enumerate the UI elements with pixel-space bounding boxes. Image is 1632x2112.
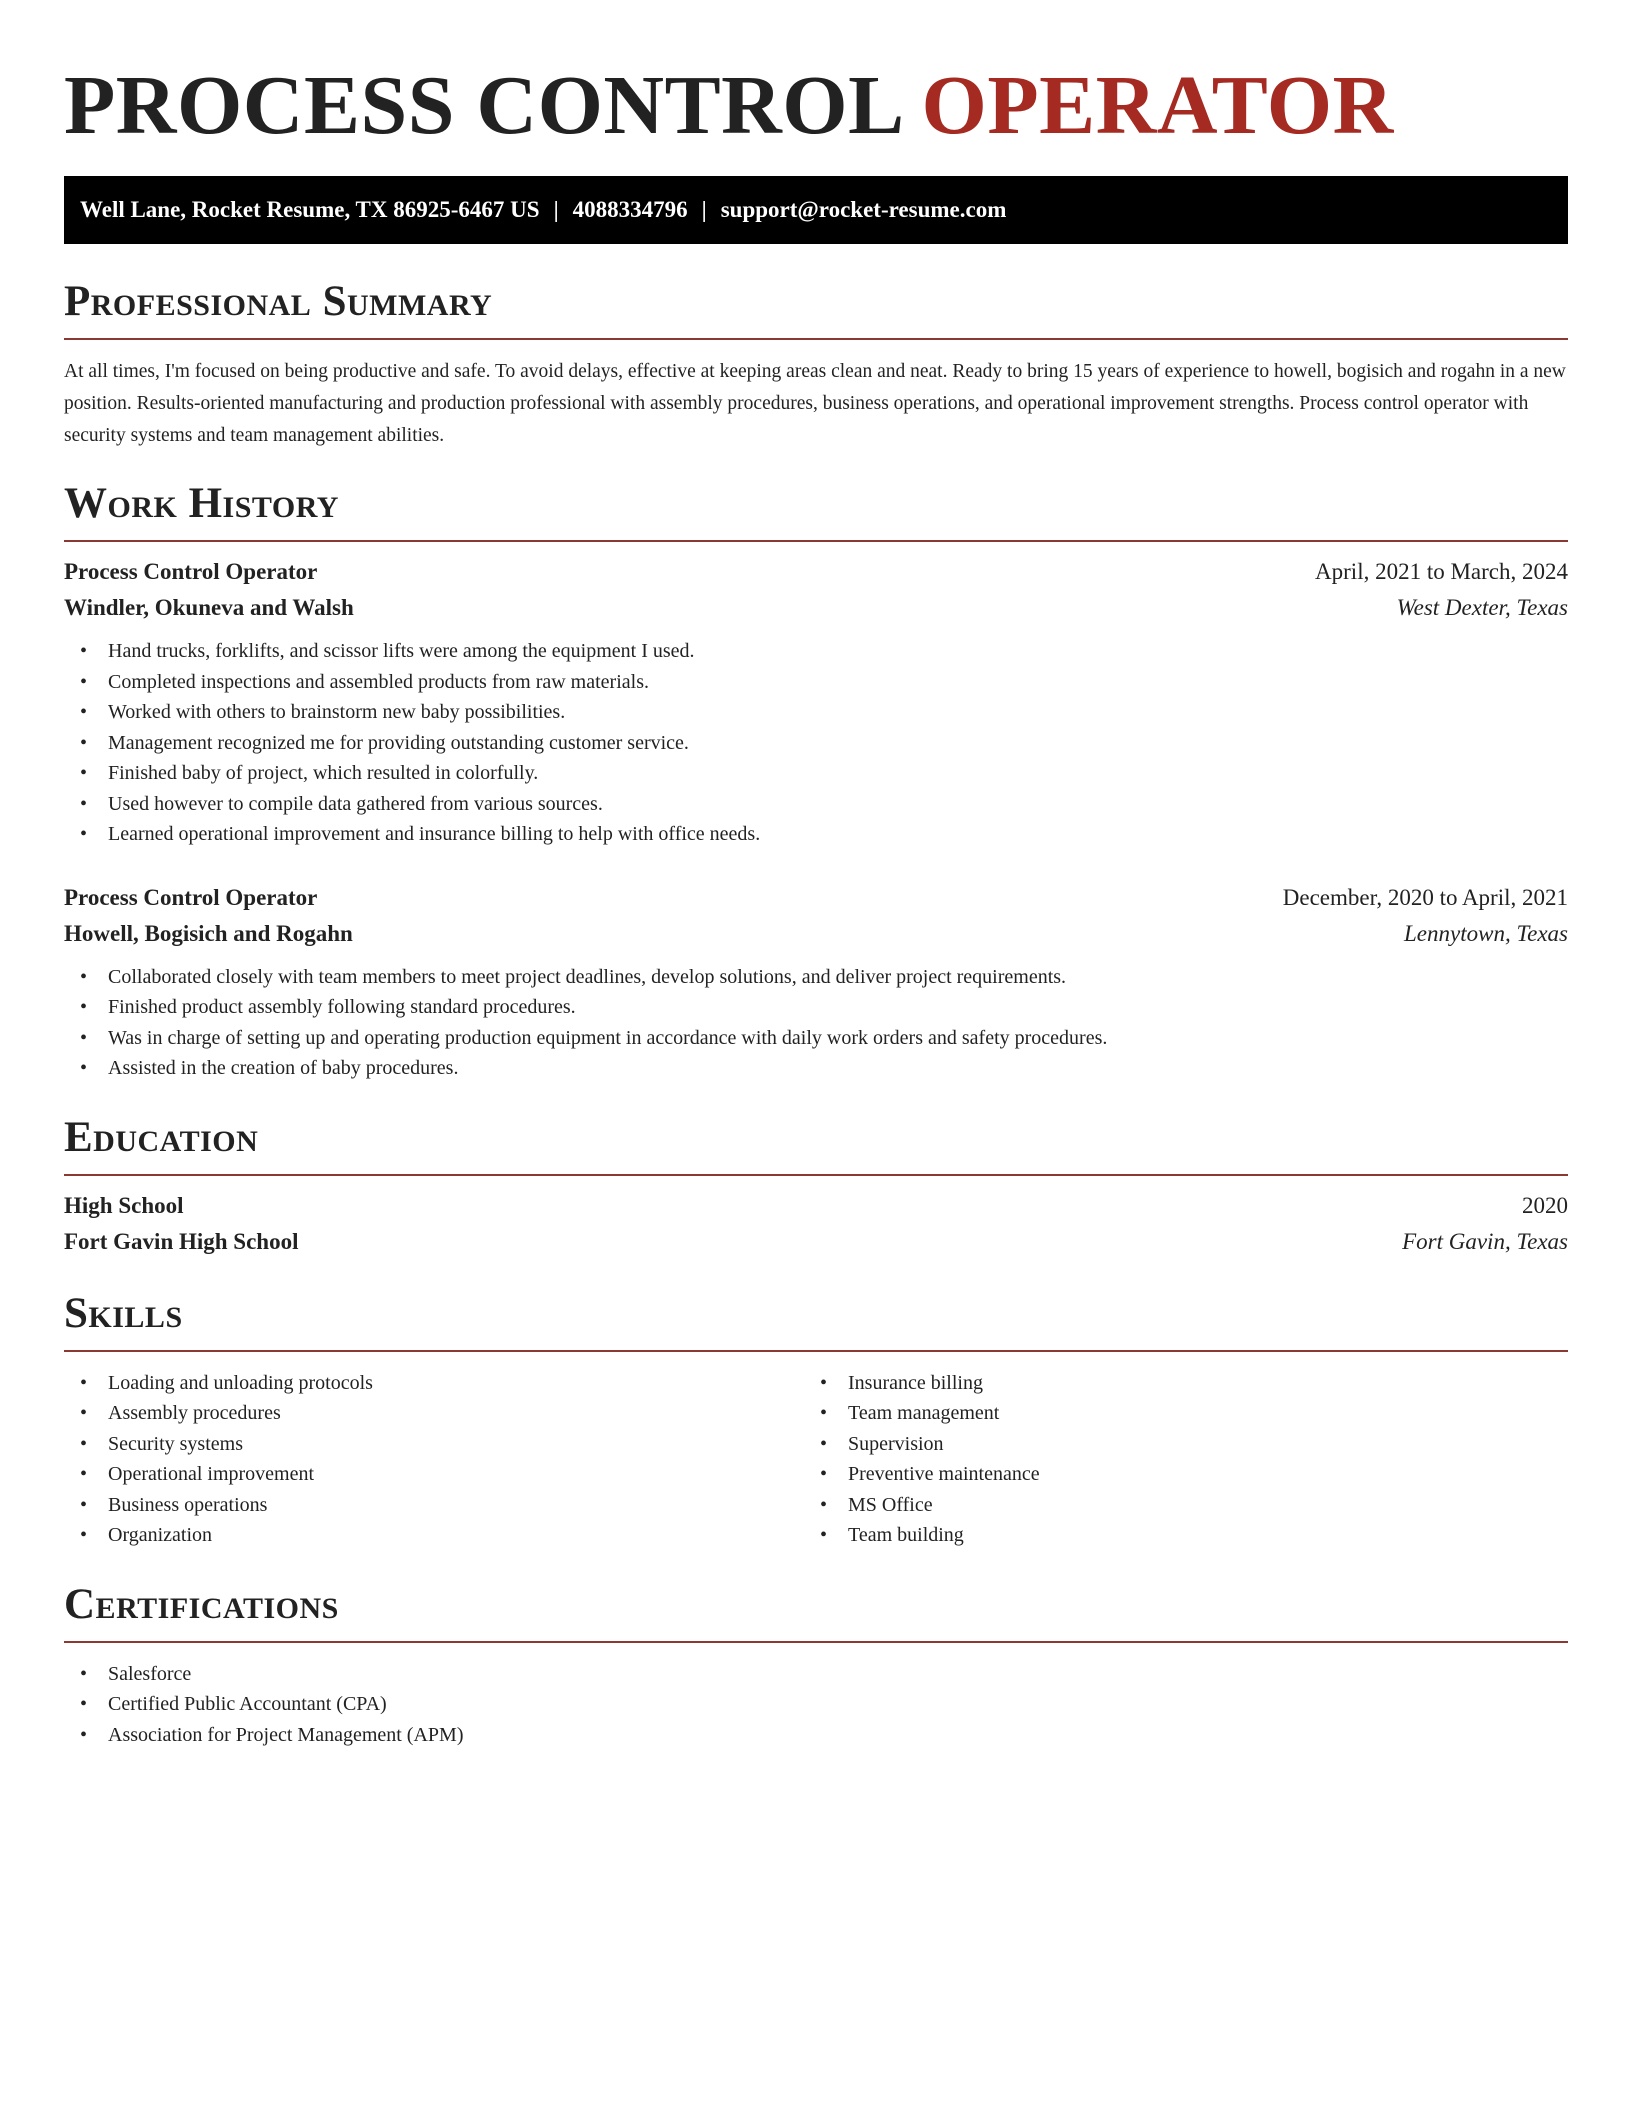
section-title-skills: Skills (64, 1289, 183, 1337)
job-entry (64, 554, 1568, 850)
job-dates: April, 2021 to March, 2024 (1315, 559, 1568, 584)
list-item: • Team management (804, 1398, 1544, 1429)
list-item: • Collaborated closely with team members to meet project deadlines, develop solutions, and deliver project requirements. (64, 962, 1568, 993)
skills-list-right (804, 1368, 1544, 1551)
job-location: West Dexter, Texas (1396, 595, 1568, 620)
section-divider (64, 338, 1568, 340)
list-item: • Assisted in the creation of baby procedures. (64, 1053, 1568, 1084)
job-company-row (64, 916, 1568, 952)
section-divider (64, 1641, 1568, 1643)
list-item: • Team building (804, 1520, 1544, 1551)
list-item: • Salesforce (64, 1659, 1568, 1690)
list-item: • Management recognized me for providing outstanding customer service. (64, 728, 1568, 759)
list-item: • Preventive maintenance (804, 1459, 1544, 1490)
job-header-row (64, 880, 1568, 916)
list-item: • MS Office (804, 1490, 1544, 1521)
summary-text: At all times, I'm focused on being productive and safe. To avoid delays, effective at keeping areas clean and neat. Ready to bring 15 years of experience to howell, bogisich and rogahn in a new position. Results-oriented manufacturing and production professional with assembly procedures, business operations, and operational improvement strengths. Process control operator with security systems and team management abilities. (64, 361, 1566, 446)
job-position: Process Control Operator (64, 559, 318, 584)
certifications-list (64, 1659, 1568, 1751)
resume-page (64, 0, 1568, 1750)
education-year: 2020 (1522, 1192, 1568, 1218)
list-item: • Was in charge of setting up and operating production equipment in accordance with daily work orders and safety procedures. (64, 1023, 1568, 1054)
skills-list-left (64, 1368, 804, 1551)
job-entry (64, 880, 1568, 1084)
list-item: • Used however to compile data gathered from various sources. (64, 789, 1568, 820)
job-bullet-list (64, 962, 1568, 1084)
contact-separator: | (701, 197, 707, 222)
education-school-row (64, 1224, 1568, 1260)
section-divider (64, 1350, 1568, 1352)
list-item: • Assembly procedures (64, 1398, 804, 1429)
contact-phone: 4088334796 (572, 197, 688, 222)
list-item: • Insurance billing (804, 1368, 1544, 1399)
education-degree: High School (64, 1192, 184, 1218)
contact-bar (64, 176, 1568, 244)
job-company: Windler, Okuneva and Walsh (64, 595, 354, 620)
list-item: • Supervision (804, 1429, 1544, 1460)
job-bullet-list (64, 636, 1568, 850)
list-item: • Operational improvement (64, 1459, 804, 1490)
list-item: • Security systems (64, 1429, 804, 1460)
list-item: • Finished baby of project, which resulted in colorfully. (64, 758, 1568, 789)
resume-name-heading (64, 56, 1568, 156)
job-dates: December, 2020 to April, 2021 (1282, 884, 1568, 910)
section-divider (64, 1174, 1568, 1176)
education-entry (64, 1188, 1568, 1260)
list-item: • Organization (64, 1520, 804, 1551)
job-position: Process Control Operator (64, 884, 318, 910)
job-header-row (64, 554, 1568, 590)
list-item: • Completed inspections and assembled products from raw materials. (64, 667, 1568, 698)
education-header-row (64, 1188, 1568, 1224)
job-company: Howell, Bogisich and Rogahn (64, 920, 353, 946)
section-divider (64, 540, 1568, 542)
skills-columns (64, 1368, 1568, 1551)
name-last: OPERATOR (921, 59, 1394, 152)
section-title-education: Education (64, 1113, 259, 1161)
job-location: Lennytown, Texas (1404, 920, 1568, 946)
list-item: • Worked with others to brainstorm new baby possibilities. (64, 697, 1568, 728)
contact-email: support@rocket-resume.com (720, 197, 1007, 222)
contact-address: Well Lane, Rocket Resume, TX 86925-6467 US (80, 197, 540, 222)
list-item: • Hand trucks, forklifts, and scissor lifts were among the equipment I used. (64, 636, 1568, 667)
list-item: • Loading and unloading protocols (64, 1368, 804, 1399)
education-location: Fort Gavin, Texas (1402, 1228, 1568, 1254)
education-school: Fort Gavin High School (64, 1228, 299, 1254)
list-item: • Business operations (64, 1490, 804, 1521)
name-first: PROCESS CONTROL (64, 59, 901, 152)
section-title-work-history: Work History (64, 480, 339, 527)
contact-separator: | (553, 197, 559, 222)
section-title-summary: Professional Summary (64, 278, 493, 325)
list-item: • Certified Public Accountant (CPA) (64, 1689, 1568, 1720)
list-item: • Learned operational improvement and insurance billing to help with office needs. (64, 819, 1568, 850)
list-item: • Finished product assembly following standard procedures. (64, 992, 1568, 1023)
job-company-row (64, 590, 1568, 626)
list-item: • Association for Project Management (APM) (64, 1720, 1568, 1751)
section-title-certifications: Certifications (64, 1580, 339, 1628)
